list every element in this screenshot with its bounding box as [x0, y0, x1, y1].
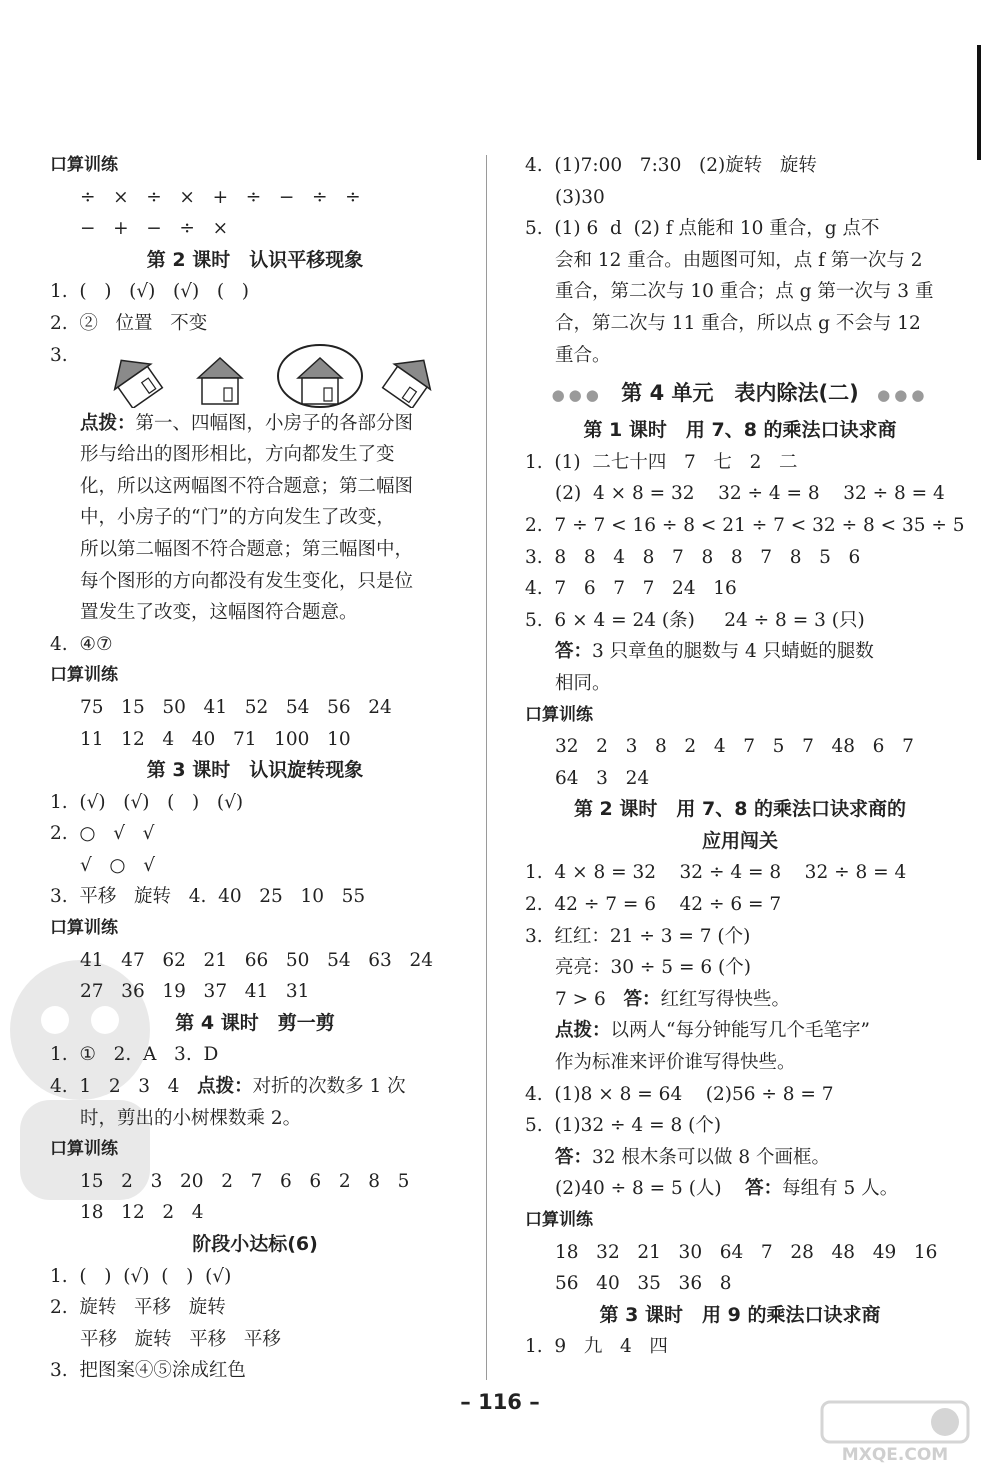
left-answer-line: − + − ÷ ×	[80, 218, 229, 240]
left-answer-line: 1. ① 2. A 3. D	[50, 1044, 219, 1066]
left-answer-line: 每个图形的方向都没有发生变化，只是位	[80, 570, 414, 592]
right-answer-line: 5. (1) 6 d (2) f 点能和 10 重合，g 点不	[525, 218, 880, 240]
hint-label: 答：	[623, 988, 661, 1010]
right-hint-line	[525, 1173, 955, 1205]
line-text: (2)40 ÷ 8 = 5 (人)	[555, 1178, 746, 1200]
left-answer-line: ÷ × ÷ × + ÷ − ÷ ÷	[80, 186, 361, 208]
right-answer-line: 重合。	[555, 344, 611, 366]
left-answer-line: 1. ( ) (√) (√) ( )	[50, 281, 249, 303]
line-text: 第一、四幅图，小房子的各部分图	[135, 412, 414, 434]
question-number: 3.	[50, 344, 68, 366]
left-answer-line: 15 2 3 20 2 7 6 6 2 8 5	[80, 1170, 410, 1192]
line-text: 4. 1 2 3 4	[50, 1076, 198, 1098]
house-figure-3	[298, 358, 342, 404]
right-answer-line: 1. 4 × 8 = 32 32 ÷ 4 = 8 32 ÷ 8 = 4	[525, 862, 907, 884]
right-answer-line: 64 3 24	[555, 767, 650, 789]
right-answer-line: 4. 7 6 7 7 24 16	[525, 578, 737, 600]
right-unit-title	[525, 371, 955, 415]
line-text: 3 只章鱼的腿数与 4 只蜻蜓的腿数	[592, 641, 874, 663]
right-lesson-title: 第 2 课时 用 7、8 的乘法口诀求商的	[573, 798, 907, 821]
right-answer-line: 3. 8 8 4 8 7 8 8 7 8 5 6	[525, 546, 861, 568]
right-answer-line: (3)30	[555, 186, 605, 208]
line-text: 以两人“每分钟能写几个毛笔字”	[610, 1020, 870, 1042]
left-answer-line: 75 15 50 41 52 54 56 24	[80, 696, 392, 718]
left-answer-line: √ ○ √	[80, 854, 156, 876]
hint-label: 答：	[745, 1178, 783, 1200]
left-answer-line: 形与给出的图形相比，方向都发生了变	[80, 444, 395, 466]
left-answer-line: 18 12 2 4	[80, 1202, 204, 1224]
left-answer-line: 3. 平移 旋转 4. 40 25 10 55	[50, 886, 366, 908]
right-answer-line: 重合，第二次与 10 重合；点 g 第一次与 3 重	[555, 281, 934, 303]
page-edge-bar	[977, 45, 981, 160]
left-hint-line	[50, 408, 460, 440]
left-lesson-title: 第 2 课时 认识平移现象	[146, 248, 364, 271]
left-answer-line: 41 47 62 21 66 50 54 63 24	[80, 949, 433, 971]
line-text: 对折的次数多 1 次	[252, 1076, 406, 1098]
right-answer-line: 相同。	[555, 672, 611, 694]
right-answer-line: 亮亮：30 ÷ 5 = 6 (个)	[555, 957, 751, 979]
right-answer-line: 2. 42 ÷ 7 = 6 42 ÷ 6 = 7	[525, 894, 782, 916]
right-column	[525, 150, 965, 1363]
right-hint-line	[525, 636, 955, 668]
right-oral-header: 口算训练	[525, 1210, 593, 1230]
right-answer-line: 1. 9 九 4 四	[525, 1336, 668, 1358]
right-lesson-title: 第 3 课时 用 9 的乘法口诀求商	[599, 1303, 881, 1326]
left-answer-line: 时，剪出的小树棵数乘 2。	[80, 1107, 302, 1129]
right-answer-line: (2) 4 × 8 = 32 32 ÷ 4 = 8 32 ÷ 8 = 4	[555, 483, 945, 505]
right-answer-line: 5. 6 × 4 = 24 (条) 24 ÷ 8 = 3 (只)	[525, 609, 865, 631]
left-question-houses	[50, 340, 460, 408]
column-divider	[486, 155, 487, 1380]
house-figure-2	[198, 358, 242, 404]
left-answer-line: 4. ④⑦	[50, 633, 113, 655]
left-answer-line: 3. 把图案④⑤涂成红色	[50, 1360, 246, 1382]
line-text: 32 根木条可以做 8 个画框。	[592, 1146, 830, 1168]
left-lesson-title: 第 4 课时 剪一剪	[175, 1011, 335, 1034]
right-lesson-title: 应用闯关	[701, 829, 778, 852]
left-lesson-title: 阶段小达标(6)	[192, 1233, 318, 1255]
house-figure-4	[379, 347, 441, 407]
right-answer-line: 5. (1)32 ÷ 4 = 8 (个)	[525, 1115, 722, 1137]
left-answer-line: 2. ② 位置 不变	[50, 312, 208, 334]
hint-label: 答：	[555, 641, 593, 663]
left-answer-line: 中，小房子的“门”的方向发生了改变，	[80, 507, 395, 529]
page-number: – 116 –	[460, 1390, 540, 1414]
left-column	[50, 150, 460, 1387]
right-hint-line	[525, 1015, 955, 1047]
right-answer-line: 合，第二次与 11 重合，所以点 g 不会与 12	[555, 312, 921, 334]
right-answer-line: 18 32 21 30 64 7 28 48 49 16	[555, 1241, 938, 1263]
right-answer-line: 1. (1) 二七十四 7 七 2 二	[525, 451, 798, 473]
left-answer-line: 1. ( ) (√) ( ) (√)	[50, 1265, 232, 1287]
right-hint-line	[525, 1142, 955, 1174]
right-answer-line: 4. (1)7:00 7:30 (2)旋转 旋转	[525, 155, 817, 176]
house-figure-1	[103, 347, 165, 407]
right-answer-line: 作为标准来评价谁写得快些。	[555, 1052, 796, 1074]
left-oral-header: 口算训练	[50, 1139, 118, 1160]
hint-label: 点拨：	[197, 1076, 253, 1098]
left-answer-line: 2. ○ √ √	[50, 823, 155, 845]
hint-label: 答：	[555, 1146, 593, 1168]
line-text: 7 > 6	[555, 988, 624, 1010]
left-answer-line: 1. (√) (√) ( ) (√)	[50, 791, 244, 813]
right-answer-line: 2. 7 ÷ 7 < 16 ÷ 8 < 21 ÷ 7 < 32 ÷ 8 < 35 ÷ 5	[525, 514, 965, 536]
left-answer-line: 化，所以这两幅图不符合题意；第二幅图	[80, 475, 414, 497]
left-oral-header: 口算训练	[50, 155, 118, 175]
left-answer-line: 所以第二幅图不符合题意；第三幅图中，	[80, 538, 414, 560]
left-answer-line: 置发生了改变，这幅图符合题意。	[80, 602, 358, 624]
house-figures	[75, 340, 455, 408]
right-lesson-title: 第 1 课时 用 7、8 的乘法口诀求商	[583, 419, 897, 442]
right-answer-line: 56 40 35 36 8	[555, 1273, 732, 1295]
left-answer-line: 11 12 4 40 71 100 10	[80, 728, 351, 750]
line-text: 每组有 5 人。	[782, 1178, 899, 1200]
left-lesson-title: 第 3 课时 认识旋转现象	[146, 759, 364, 782]
line-text: 红红写得快些。	[660, 988, 790, 1010]
left-oral-header: 口算训练	[50, 665, 118, 686]
right-oral-header: 口算训练	[525, 704, 593, 725]
right-answer-line: 4. (1)8 × 8 = 64 (2)56 ÷ 8 = 7	[525, 1083, 834, 1105]
right-hint-line	[525, 984, 955, 1016]
left-hint-line	[50, 1071, 460, 1103]
right-answer-line: 3. 红红：21 ÷ 3 = 7 (个)	[525, 925, 751, 947]
unit-dots: ●●●	[858, 386, 929, 405]
watermark-text: MXQE.COM	[841, 1445, 949, 1465]
left-answer-line: 2. 旋转 平移 旋转	[50, 1297, 226, 1319]
left-answer-line: 平移 旋转 平移 平移	[80, 1328, 281, 1350]
site-watermark	[820, 1400, 970, 1465]
left-answer-line: 27 36 19 37 41 31	[80, 981, 310, 1003]
hint-label: 点拨：	[555, 1020, 611, 1042]
right-answer-line: 会和 12 重合。由题图可知，点 f 第一次与 2	[555, 249, 923, 271]
hint-label: 点拨：	[80, 412, 136, 434]
unit-dots: ●●●	[551, 386, 622, 405]
left-oral-header: 口算训练	[50, 918, 118, 939]
right-answer-line: 32 2 3 8 2 4 7 5 7 48 6 7	[555, 736, 914, 758]
unit-title-text: 第 4 单元 表内除法(二)	[621, 381, 859, 406]
